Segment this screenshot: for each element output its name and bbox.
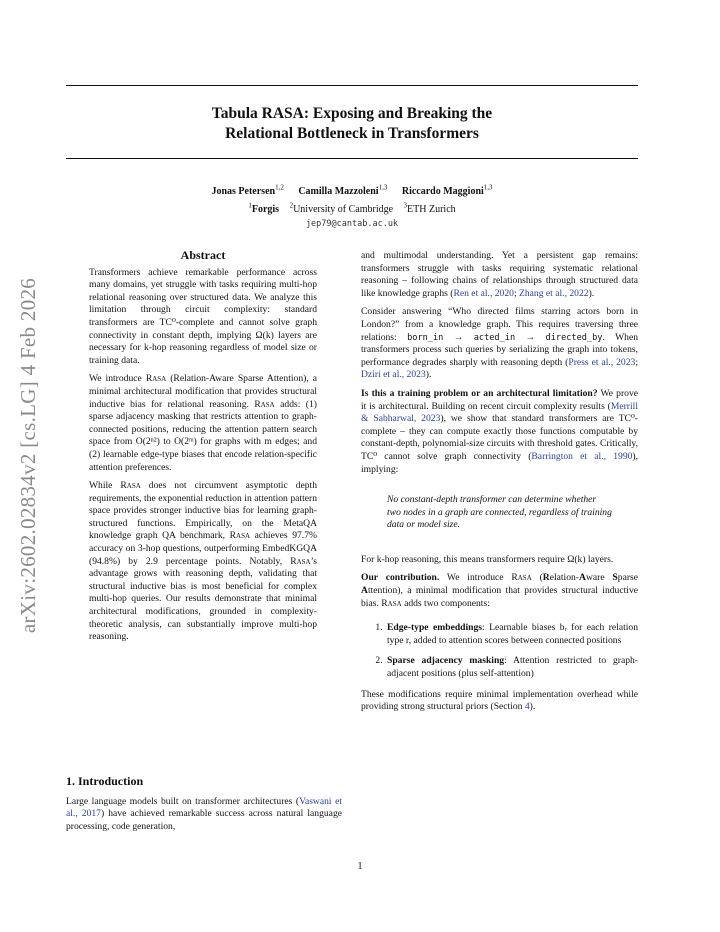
citation-link[interactable]: Merrill & Sabharwal, 2023 [361, 400, 638, 425]
affiliations [66, 202, 638, 215]
paper-title [66, 104, 638, 144]
citation-link[interactable]: Press et al., 2023 [568, 356, 636, 368]
citation-link[interactable]: Ren et al., 2020 [453, 287, 514, 299]
title-rule-bottom [66, 158, 638, 159]
citation-link[interactable]: Zhang et al., 2022 [519, 287, 589, 299]
intro-paragraph-1: Large language models built on transformer architectures (Vaswani et al., 2017) have achieved remarkable success across natural language processing, code generation, [66, 795, 342, 832]
right-paragraph-3: Is this a training problem or an architectural limitation? We prove it is architectural. Building on recent circuit complexity results (Merrill & Sabharwal, 2023), we show that standard transformers are TC⁰-complete – they can compute exactly those functions computable by constant-depth, polynomial-size circuits with threshold gates. Critically, TC⁰ cannot solve graph connectivity (Barrington et al., 1990), implying: [361, 387, 639, 475]
list-item: 2. Sparse adjacency masking: Attention restricted to graph-adjacent positions (plus self-attention) [385, 655, 638, 680]
affiliation: $^2$University of Cambridge [289, 202, 394, 216]
page-number: 1 [357, 861, 363, 872]
author-email[interactable]: jep79@cantab.ac.uk [305, 219, 399, 229]
author: Camilla Mazzoleni$^{1,3}$ [298, 184, 388, 198]
author-list [66, 184, 638, 197]
abstract-section [89, 249, 317, 650]
right-paragraph-2: Consider answering “Who directed films starring actors born in London?” from a knowledge graph. This requires traversing three relations: born_in → acted_in → directed_by. When transformers process such queries by serializing the graph into tokens, performance degrades sharply with reasoning depth (Press et al., 2023; Dziri et al., 2023). [361, 306, 639, 381]
arxiv-stamp [14, 265, 44, 645]
introduction-section [66, 775, 342, 839]
citation-link[interactable]: Dziri et al., 2023 [361, 369, 426, 381]
right-column [361, 250, 638, 720]
citation-link[interactable]: Barrington et al., 1990 [531, 450, 633, 462]
right-paragraph-1: and multimodal understanding. Yet a persistent gap remains: transformers struggle with tasks requiring systematic relational reasoning – following chains of relationships through structured data like knowledge graphs (Ren et al., 2020; Zhang et al., 2022). [361, 250, 638, 299]
key-claim-quote: No constant-depth transformer can determine whether two nodes in a graph are connected, regardless of training data or model size. [387, 494, 612, 531]
title-line-1: Tabula RASA: Exposing and Breaking the [211, 105, 493, 122]
title-rule-top [66, 85, 638, 86]
author: Jonas Petersen$^{1,2}$ [211, 184, 284, 198]
list-item: 1. Edge-type embeddings: Learnable biases bᵣ for each relation type r, added to attention scores between connected positions [385, 622, 638, 647]
contribution-paragraph: Our contribution. We introduce Rasa (Relation-Aware Sparse Attention), a minimal modification that provides structural inductive bias. Rasa adds two components: [361, 572, 639, 609]
arxiv-id: arXiv:2602.02834v2 [cs.LG] 4 Feb 2026 [16, 277, 41, 633]
relation-code: directed_by [545, 332, 603, 343]
citation-link[interactable]: Vaswani et al., 2017 [66, 795, 342, 820]
affiliation: $^1$Forgis [248, 202, 280, 216]
abstract-paragraph-1: Transformers achieve remarkable performance across many domains, yet struggle with tasks requiring multi-hop relational reasoning over structured data. We analyze this limitation through circuit complexity: standard transformers are TC⁰-complete and cannot solve graph connectivity in constant depth, implying Ω(k) layers are necessary for k-hop reasoning regardless of model size or training data. [89, 266, 317, 366]
section-reference-link[interactable]: 4 [524, 701, 530, 713]
abstract-paragraph-3: While Rasa does not circumvent asymptotic depth requirements, the exponential reduction in attention pattern space provides stronger inductive bias for learning graph-structured functions. Empirically, on the MetaQA knowledge graph QA benchmark, Rasa achieves 97.7% accuracy on 3-hop questions, outperforming EmbedKGQA (94.8%) by 2.9 percentage points. Notably, Rasa’s advantage grows with reasoning depth, validating that structural inductive bias is most beneficial for complex multi-hop queries. Our results demonstrate that minimal architectural modifications, grounded in complexity-theoretic analysis, can substantially improve multi-hop reasoning. [89, 480, 318, 643]
component-list [361, 622, 638, 680]
relation-code: born_in [407, 332, 444, 343]
abstract-paragraph-2: We introduce Rasa (Relation-Aware Sparse Attention), a minimal architectural modification that provides structural inductive bias for relational reasoning. Rasa adds: (1) sparse adjacency masking that restricts attention to graph-connected positions, reducing the attention pattern search space from O(2ⁿ²) to O(2ᵐ) for graphs with m edges; and (2) learnable edge-type biases that encode relation-specific attention preferences. [89, 373, 317, 473]
introduction-heading: 1. Introduction [66, 774, 144, 788]
right-paragraph-4: For k-hop reasoning, this means transformers require Ω(k) layers. [361, 553, 614, 565]
abstract-heading: Abstract [180, 248, 226, 262]
title-line-2: Relational Bottleneck in Transformers [225, 125, 479, 142]
right-paragraph-6: These modifications require minimal implementation overhead while providing strong structural priors (Section 4). [361, 688, 638, 713]
author: Riccardo Maggioni$^{1,3}$ [401, 184, 493, 198]
relation-code: acted_in [473, 332, 516, 343]
affiliation: $^3$ETH Zurich [403, 202, 456, 216]
